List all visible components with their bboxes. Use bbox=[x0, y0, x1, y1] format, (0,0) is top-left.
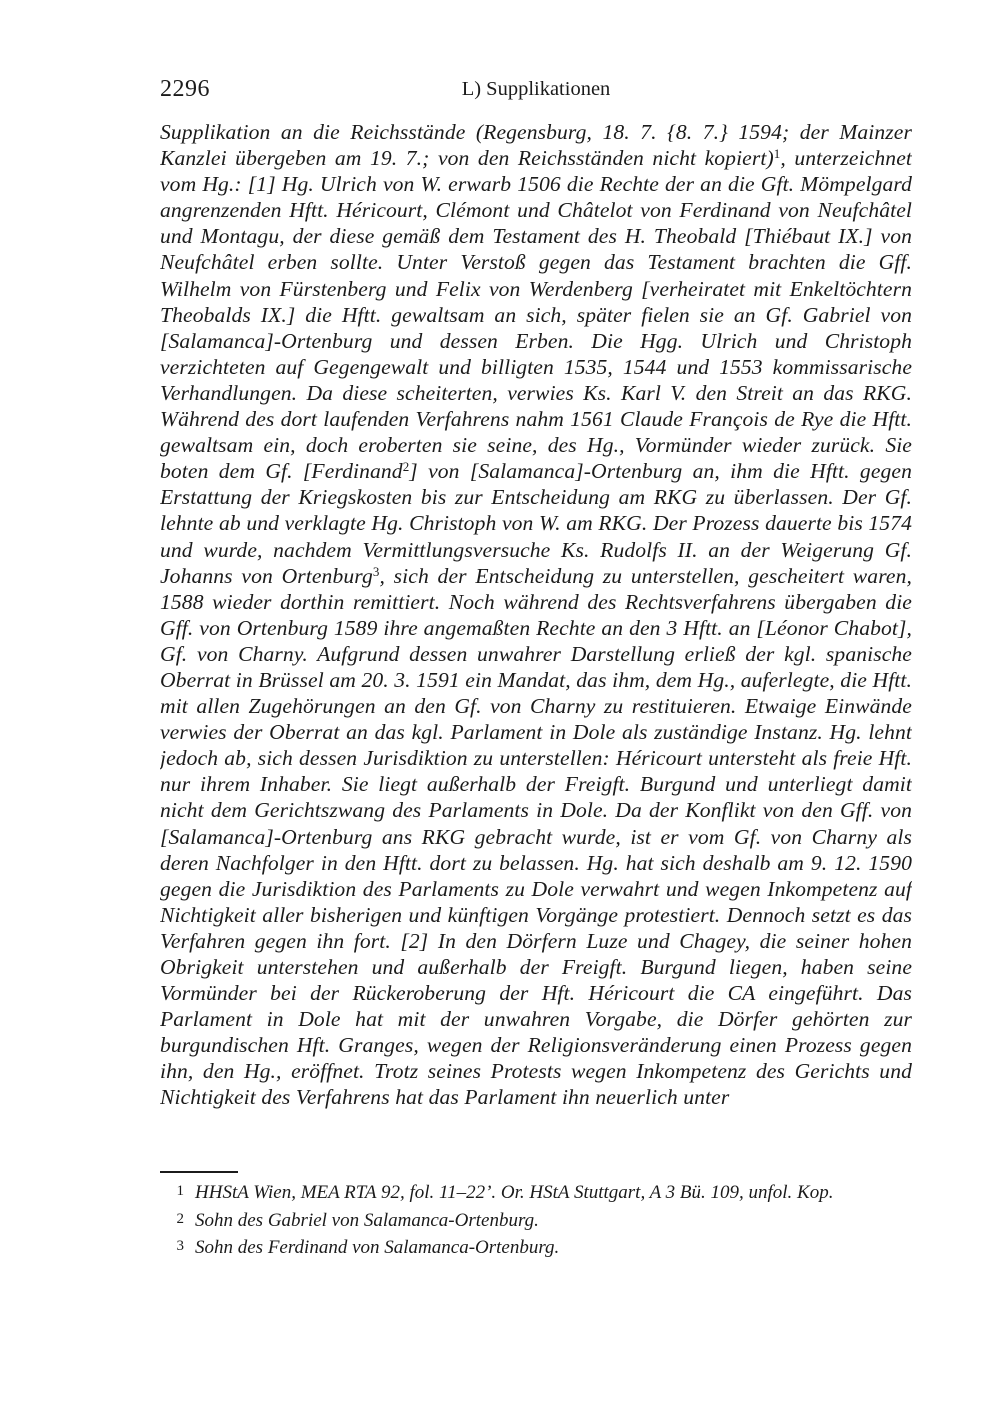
footnote-separator bbox=[160, 1171, 238, 1173]
entry-text-segment: ] von [Salamanca]-Ortenburg an, ihm die Hftt. gegen Erstattung der Kriegskosten bis zur Entscheidung am RKG zu überlassen. Der Gf. lehnte ab und verklagte Hg. Christoph von W. am RKG. Der Prozess dauerte bis 1574 und wurde, nachdem Vermittlungsversuche Ks. Rudolfs II. an der Weigerung Gf. Johanns von Ortenburg bbox=[160, 459, 912, 588]
running-title: L) Supplikationen bbox=[461, 78, 611, 100]
footnote-marker: 3 bbox=[176, 1238, 184, 1254]
footnote-ref: 1 bbox=[773, 146, 781, 162]
footnote-ref: 2 bbox=[402, 459, 410, 475]
footnote bbox=[160, 1208, 912, 1236]
entry-paragraph bbox=[160, 119, 912, 1111]
footnote-marker: 1 bbox=[176, 1183, 184, 1199]
footnotes-section bbox=[160, 1171, 912, 1263]
footnote bbox=[160, 1235, 912, 1263]
footnote-text: Sohn des Gabriel von Salamanca-Ortenburg. bbox=[195, 1209, 539, 1231]
footnote-marker: 2 bbox=[176, 1210, 184, 1227]
page-header bbox=[160, 76, 912, 106]
entry-text-segment: , sich der Entscheidung zu unterstellen, gescheitert waren, 1588 wieder dorthin remittiert. Noch während des Rechtsverfahrens übergaben die Gff. von Ortenburg 1589 ihre angemaßten Rechte an den 3 Hftt. an [Léonor Chabot], Gf. von Charny. Aufgrund dessen unwahrer Darstellung erließ der kgl. spanische Oberrat in Brüssel am 20. 3. 1591 ein Mandat, das ihm, dem Hg., auferlegte, die Hftt. mit allen Zugehörungen an den Gf. von Charny zu restituieren. Etwaige Einwände verwies der Oberrat an das kgl. Parlament in Dole als zuständige Instanz. Hg. lehnt jedoch ab, sich dessen Jurisdiktion zu unterstellen: Héricourt untersteht als freie Hft. nur ihrem Inhaber. Sie liegt außerhalb der Freigft. Burgund und unterliegt damit nicht dem Gerichtszwang des Parlaments in Dole. Da der Konflikt von den Gff. von [Salamanca]-Ortenburg ans RKG gebracht wurde, ist er vom Gf. von Charny als deren Nachfolger in den Hftt. dort zu belassen. Hg. hat sich deshalb am 9. 12. 1590 gegen die Jurisdiktion des Parlaments zu Dole verwahrt und wegen Inkompetenz auf Nichtigkeit aller bisherigen und künftigen Vorgänge protestiert. Dennoch setzt es das Verfahren gegen ihn fort. [2] In den Dörfern Luze und Chagey, die seiner hohen Obrigkeit unterstehen und außerhalb der Freigft. Burgund liegen, haben seine Vormünder bei der Rückeroberung der Hft. Héricourt die CA eingeführt. Das Parlament in Dole hat mit der unwahren Vorgabe, die Dörfer gehörten zur burgundischen Hft. Granges, wegen der Religionsveränderung einen Prozess gegen ihn, den Hg., eröffnet. Trotz seines Protests wegen Inkompetenz des Gerichts und Nichtigkeit des Verfahrens hat das Parlament ihn neuerlich unter bbox=[160, 563, 912, 1110]
page-number: 2296 bbox=[160, 76, 210, 102]
entry-text-segment: , unterzeichnet vom Hg.: [1] Hg. Ulrich von W. erwarb 1506 die Rechte der an die Gft. Mömpelgard angrenzenden Hftt. Héricourt, Clémont und Châtelot von Ferdinand von Neufchâtel und Montagu, der diese gemäß dem Testament des H. Theobald [Thiébaut IX.] von Neufchâtel erben sollte. Unter Verstoß gegen das Testament brachten die Gff. Wilhelm von Fürstenberg und Felix von Werdenberg [verheiratet mit Enkeltöchtern Theobalds IX.] die Hftt. gewaltsam an sich, später fielen sie an Gf. Gabriel von [Salamanca]-Ortenburg und dessen Erben. Die Hgg. Ulrich und Christoph verzichteten auf Gegengewalt und billigten 1535, 1544 und 1553 kommissarische Verhandlungen. Da diese scheiterten, verwies Ks. Karl V. den Streit an das RKG. Während des dort laufenden Verfahrens nahm 1561 Claude François de Rye die Hftt. gewaltsam ein, doch eroberten sie seine, des Hg., Vormünder wieder zurück. Sie boten dem Gf. [Ferdinand bbox=[160, 146, 912, 484]
footnote-text: Sohn des Ferdinand von Salamanca-Ortenburg. bbox=[195, 1237, 560, 1258]
entry-text bbox=[160, 119, 912, 1111]
footnote-ref: 3 bbox=[372, 563, 380, 579]
entry-text-segment: Supplikation an die Reichsstände (Regensburg, 18. 7. {8. 7.} 1594; der Mainzer Kanzlei übergeben am 19. 7.; von den Reichsständen nicht kopiert) bbox=[160, 120, 912, 171]
footnote-text: HHStA Wien, MEA RTA 92, fol. 11–22’. Or. HStA Stuttgart, A 3 Bü. 109, unfol. Kop. bbox=[195, 1182, 834, 1203]
footnote-list bbox=[160, 1180, 912, 1263]
footnote bbox=[160, 1180, 912, 1208]
